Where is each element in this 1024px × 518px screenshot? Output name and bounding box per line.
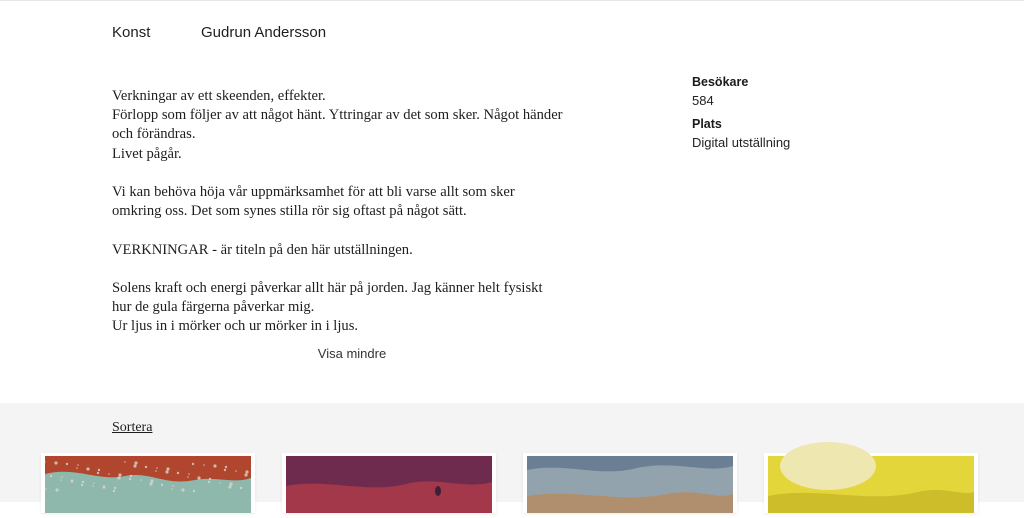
description-line: Vi kan behöva höja vår uppmärksamhet för att bli varse allt som sker — [112, 184, 515, 200]
artwork-thumbnail-1 — [45, 456, 251, 513]
artwork-card-1[interactable] — [41, 453, 255, 513]
description-line: Livet pågår. — [112, 145, 182, 162]
artwork-texture-dot — [55, 488, 58, 491]
artwork-texture-dot — [102, 485, 105, 488]
artwork-texture-dot — [165, 470, 168, 473]
description-line: Förlopp som följer av att något hänt. Yttringar av det som sker. Något händer — [112, 107, 563, 124]
artwork-texture-dot — [77, 464, 79, 466]
description-line: Solens kraft och energi påverkar allt här på jorden. Jag känner helt fysiskt — [112, 279, 543, 296]
artwork-texture-dot — [50, 475, 52, 477]
artwork-texture-dot — [45, 488, 47, 490]
artwork-texture-dot — [149, 482, 152, 485]
description-paragraph-2 — [112, 183, 612, 221]
artwork-texture-dot — [188, 473, 190, 475]
artwork-texture-dot — [150, 479, 153, 482]
artwork-texture-dot — [61, 476, 63, 478]
show-less-button[interactable]: Visa mindre — [280, 346, 424, 361]
artwork-texture-dot — [219, 482, 221, 484]
description-line: hur de gula färgerna påverkar mig. — [112, 299, 315, 316]
artwork-texture-dot — [82, 481, 84, 483]
artwork-texture-dot — [225, 466, 227, 468]
artwork-texture-dot — [156, 467, 158, 469]
artwork-gallery — [0, 403, 1024, 502]
artwork-texture-dot — [145, 466, 147, 468]
nav-link-category[interactable]: Konst — [112, 24, 151, 41]
artwork-texture-dot — [166, 467, 169, 470]
artwork-texture-dot — [197, 476, 200, 479]
artwork-texture-dot — [66, 463, 68, 465]
artwork-texture-dot — [93, 482, 95, 484]
artwork-texture-dot — [171, 488, 173, 490]
artwork-texture-dot — [187, 476, 189, 478]
top-navigation — [0, 0, 1024, 64]
artwork-texture-dot — [155, 470, 157, 472]
artwork-texture-dot — [140, 479, 142, 481]
location-value: Digital utställning — [692, 135, 791, 150]
artwork-texture-dot — [92, 485, 94, 487]
description-line: Verkningar av ett skeenden, effekter. — [112, 88, 326, 104]
artwork-texture-dot — [161, 484, 163, 486]
artwork-texture-dot — [172, 485, 174, 487]
artwork-texture-dot — [86, 467, 89, 470]
artwork-texture-dot — [44, 461, 46, 463]
artwork-texture-dot — [181, 488, 184, 491]
artwork-texture-dot — [240, 487, 242, 489]
exhibition-description — [112, 87, 612, 356]
artwork-texture-dot — [229, 482, 232, 485]
artwork-texture-dot — [213, 464, 216, 467]
nav-link-artist[interactable]: Gudrun Andersson — [201, 24, 327, 41]
artwork-texture-dot — [224, 469, 226, 471]
description-paragraph-1 — [112, 87, 612, 164]
artwork-texture-dot — [209, 478, 211, 480]
description-line: VERKNINGAR - är titeln på den här utställningen. — [112, 241, 413, 258]
artwork-texture-dot — [177, 472, 179, 474]
artwork-texture-dot — [113, 490, 115, 492]
exhibition-meta — [692, 73, 952, 157]
artwork-texture-dot — [54, 461, 57, 464]
artwork-card-3[interactable] — [523, 453, 737, 513]
artwork-texture-dot — [114, 487, 116, 489]
artwork-texture-dot — [76, 467, 78, 469]
sort-link[interactable]: Sortera — [112, 420, 153, 435]
top-border — [0, 0, 1024, 1]
visitors-label: Besökare — [692, 75, 749, 89]
artwork-texture-dot — [60, 479, 62, 481]
artwork-texture-dot — [117, 476, 120, 479]
artwork-texture-dot — [244, 473, 247, 476]
artwork-texture-dot — [208, 481, 210, 483]
artwork-texture-dot — [134, 461, 137, 464]
artwork-texture-dot — [235, 470, 237, 472]
artwork-thumbnail-4 — [768, 456, 974, 513]
artwork-texture-dot — [70, 479, 73, 482]
description-line: omkring oss. Det som synes stilla rör sig oftast på något sätt. — [112, 203, 467, 220]
artwork-texture-dot — [129, 478, 131, 480]
artwork-thumbnail-3 — [527, 456, 733, 513]
artwork-texture-dot — [133, 464, 136, 467]
artwork-texture-dot — [124, 461, 126, 463]
description-paragraph-4 — [112, 279, 612, 337]
artwork-texture-dot — [193, 490, 195, 492]
artwork-texture-dot — [118, 473, 121, 476]
description-line: Ur ljus in i mörker och ur mörker in i ljus. — [112, 318, 359, 335]
artwork-texture-dot — [108, 473, 110, 475]
artwork-texture-dot — [203, 464, 205, 466]
artwork-texture-dot — [81, 484, 83, 486]
location-label: Plats — [692, 117, 722, 131]
artwork-texture-dot — [130, 475, 132, 477]
artwork-texture-dot — [98, 469, 100, 471]
artwork-card-4[interactable] — [764, 453, 978, 513]
artwork-texture-dot — [192, 463, 194, 465]
description-line: och förändras. — [112, 126, 196, 143]
artwork-texture-dot — [97, 472, 99, 474]
artwork-card-2[interactable] — [282, 453, 496, 513]
artwork-thumbnail-2 — [286, 456, 492, 513]
artwork-texture-dot — [228, 485, 231, 488]
description-paragraph-3 — [112, 241, 612, 260]
artwork-texture-dot — [245, 470, 248, 473]
visitors-value: 584 — [692, 93, 714, 108]
